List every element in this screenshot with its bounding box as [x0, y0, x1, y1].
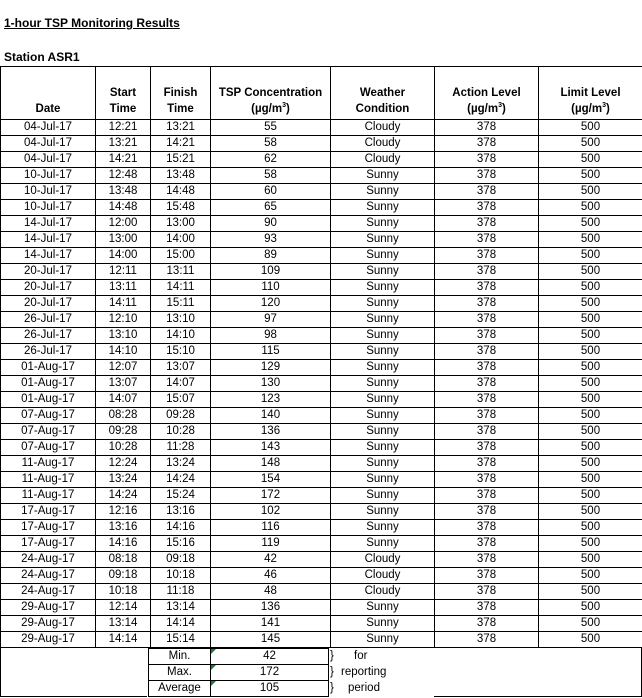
- cell-date: 11-Aug-17: [1, 456, 96, 472]
- cell-limit-level: 500: [539, 440, 642, 456]
- cell-action-level: 378: [435, 456, 539, 472]
- table-row: [1, 504, 642, 520]
- cell-action-level: 378: [435, 296, 539, 312]
- table-row: [1, 392, 642, 408]
- table-row: [1, 152, 642, 168]
- header-start-time: Start Time: [96, 67, 151, 120]
- cell-limit-level: 500: [539, 520, 642, 536]
- cell-finish-time: 15:11: [151, 296, 211, 312]
- cell-finish-time: 11:28: [151, 440, 211, 456]
- table-row: [1, 456, 642, 472]
- cell-finish-time: 15:24: [151, 488, 211, 504]
- cell-limit-level: 500: [539, 328, 642, 344]
- cell-tsp: 154: [211, 472, 331, 488]
- cell-date: 24-Aug-17: [1, 552, 96, 568]
- cell-finish-time: 14:10: [151, 328, 211, 344]
- cell-start-time: 09:18: [96, 568, 151, 584]
- cell-finish-time: 13:21: [151, 120, 211, 136]
- cell-tsp: 136: [211, 600, 331, 616]
- cell-finish-time: 13:07: [151, 360, 211, 376]
- header-finish-time: Finish Time: [151, 67, 211, 120]
- cell-weather: Cloudy: [331, 568, 435, 584]
- cell-date: 04-Jul-17: [1, 120, 96, 136]
- cell-limit-level: 500: [539, 424, 642, 440]
- summary-table: [148, 648, 329, 697]
- cell-action-level: 378: [435, 408, 539, 424]
- table-row: [1, 232, 642, 248]
- cell-action-level: 378: [435, 568, 539, 584]
- cell-tsp: 115: [211, 344, 331, 360]
- table-row: [1, 376, 642, 392]
- cell-weather: Sunny: [331, 632, 435, 648]
- cell-start-time: 10:28: [96, 440, 151, 456]
- cell-tsp: 116: [211, 520, 331, 536]
- cell-weather: Sunny: [331, 472, 435, 488]
- cell-weather: Sunny: [331, 616, 435, 632]
- cell-tsp: 143: [211, 440, 331, 456]
- cell-date: 07-Aug-17: [1, 424, 96, 440]
- min-label: Min.: [149, 649, 211, 665]
- cell-action-level: 378: [435, 152, 539, 168]
- cell-action-level: 378: [435, 168, 539, 184]
- cell-finish-time: 15:00: [151, 248, 211, 264]
- cell-limit-level: 500: [539, 568, 642, 584]
- cell-start-time: 12:16: [96, 504, 151, 520]
- cell-finish-time: 14:21: [151, 136, 211, 152]
- average-label: Average: [149, 681, 211, 697]
- cell-date: 14-Jul-17: [1, 216, 96, 232]
- cell-weather: Cloudy: [331, 584, 435, 600]
- cell-limit-level: 500: [539, 248, 642, 264]
- cell-date: 04-Jul-17: [1, 136, 96, 152]
- cell-start-time: 08:28: [96, 408, 151, 424]
- cell-weather: Sunny: [331, 232, 435, 248]
- cell-tsp: 90: [211, 216, 331, 232]
- cell-finish-time: 14:24: [151, 472, 211, 488]
- table-header-row: [1, 67, 642, 120]
- cell-finish-time: 14:00: [151, 232, 211, 248]
- cell-tsp: 42: [211, 552, 331, 568]
- cell-limit-level: 500: [539, 456, 642, 472]
- cell-date: 01-Aug-17: [1, 392, 96, 408]
- cell-action-level: 378: [435, 552, 539, 568]
- table-row: [1, 616, 642, 632]
- cell-limit-level: 500: [539, 392, 642, 408]
- table-row: [1, 584, 642, 600]
- table-row: [1, 216, 642, 232]
- cell-action-level: 378: [435, 232, 539, 248]
- table-row: [1, 472, 642, 488]
- cell-date: 10-Jul-17: [1, 200, 96, 216]
- cell-tsp: 65: [211, 200, 331, 216]
- cell-limit-level: 500: [539, 264, 642, 280]
- cell-limit-level: 500: [539, 152, 642, 168]
- note-for: for: [354, 650, 368, 662]
- cell-tsp: 58: [211, 136, 331, 152]
- tsp-results-table: [0, 66, 642, 648]
- cell-action-level: 378: [435, 328, 539, 344]
- cell-date: 07-Aug-17: [1, 440, 96, 456]
- table-row: [1, 520, 642, 536]
- cell-finish-time: 14:07: [151, 376, 211, 392]
- table-row: [1, 200, 642, 216]
- table-row: [1, 120, 642, 136]
- cell-limit-level: 500: [539, 376, 642, 392]
- cell-limit-level: 500: [539, 296, 642, 312]
- cell-date: 04-Jul-17: [1, 152, 96, 168]
- cell-date: 11-Aug-17: [1, 472, 96, 488]
- cell-tsp: 145: [211, 632, 331, 648]
- cell-weather: Sunny: [331, 264, 435, 280]
- cell-tsp: 129: [211, 360, 331, 376]
- table-row: [1, 168, 642, 184]
- cell-weather: Sunny: [331, 440, 435, 456]
- cell-start-time: 09:28: [96, 424, 151, 440]
- table-row: [1, 360, 642, 376]
- cell-limit-level: 500: [539, 600, 642, 616]
- cell-weather: Sunny: [331, 600, 435, 616]
- cell-date: 24-Aug-17: [1, 584, 96, 600]
- cell-tsp: 55: [211, 120, 331, 136]
- cell-finish-time: 15:10: [151, 344, 211, 360]
- table-row: [1, 424, 642, 440]
- cell-finish-time: 11:18: [151, 584, 211, 600]
- cell-start-time: 13:24: [96, 472, 151, 488]
- table-row: [1, 312, 642, 328]
- cell-action-level: 378: [435, 536, 539, 552]
- cell-date: 26-Jul-17: [1, 344, 96, 360]
- summary-average-row: [149, 681, 329, 697]
- cell-date: 14-Jul-17: [1, 248, 96, 264]
- cell-action-level: 378: [435, 520, 539, 536]
- cell-weather: Sunny: [331, 248, 435, 264]
- cell-tsp: 46: [211, 568, 331, 584]
- cell-finish-time: 10:28: [151, 424, 211, 440]
- cell-action-level: 378: [435, 344, 539, 360]
- cell-tsp: 97: [211, 312, 331, 328]
- cell-date: 24-Aug-17: [1, 568, 96, 584]
- cell-weather: Sunny: [331, 504, 435, 520]
- cell-weather: Sunny: [331, 376, 435, 392]
- cell-start-time: 14:21: [96, 152, 151, 168]
- cell-start-time: 12:07: [96, 360, 151, 376]
- cell-finish-time: 15:14: [151, 632, 211, 648]
- cell-limit-level: 500: [539, 280, 642, 296]
- cell-tsp: 130: [211, 376, 331, 392]
- cell-date: 01-Aug-17: [1, 360, 96, 376]
- cell-tsp: 172: [211, 488, 331, 504]
- cell-date: 11-Aug-17: [1, 488, 96, 504]
- cell-date: 17-Aug-17: [1, 536, 96, 552]
- cell-action-level: 378: [435, 216, 539, 232]
- cell-finish-time: 10:18: [151, 568, 211, 584]
- cell-tsp: 89: [211, 248, 331, 264]
- cell-start-time: 13:00: [96, 232, 151, 248]
- cell-action-level: 378: [435, 248, 539, 264]
- cell-tsp: 148: [211, 456, 331, 472]
- cell-date: 20-Jul-17: [1, 296, 96, 312]
- cell-finish-time: 13:48: [151, 168, 211, 184]
- cell-limit-level: 500: [539, 488, 642, 504]
- cell-weather: Sunny: [331, 168, 435, 184]
- table-row: [1, 264, 642, 280]
- cell-limit-level: 500: [539, 232, 642, 248]
- cell-finish-time: 13:10: [151, 312, 211, 328]
- cell-tsp: 98: [211, 328, 331, 344]
- cell-weather: Sunny: [331, 296, 435, 312]
- table-row: [1, 248, 642, 264]
- cell-date: 29-Aug-17: [1, 616, 96, 632]
- brace-bottom: }: [330, 682, 334, 694]
- table-row: [1, 136, 642, 152]
- cell-date: 29-Aug-17: [1, 600, 96, 616]
- header-weather-condition: Weather Condition: [331, 67, 435, 120]
- cell-limit-level: 500: [539, 184, 642, 200]
- cell-action-level: 378: [435, 472, 539, 488]
- cell-limit-level: 500: [539, 472, 642, 488]
- cell-start-time: 13:16: [96, 520, 151, 536]
- cell-action-level: 378: [435, 136, 539, 152]
- cell-date: 14-Jul-17: [1, 232, 96, 248]
- cell-start-time: 13:14: [96, 616, 151, 632]
- cell-date: 29-Aug-17: [1, 632, 96, 648]
- cell-finish-time: 14:11: [151, 280, 211, 296]
- cell-start-time: 14:14: [96, 632, 151, 648]
- header-date: Date: [1, 67, 96, 120]
- cell-limit-level: 500: [539, 168, 642, 184]
- summary-min-row: [149, 649, 329, 665]
- cell-weather: Cloudy: [331, 152, 435, 168]
- cell-action-level: 378: [435, 200, 539, 216]
- cell-weather: Sunny: [331, 328, 435, 344]
- table-row: [1, 408, 642, 424]
- table-row: [1, 344, 642, 360]
- cell-limit-level: 500: [539, 216, 642, 232]
- cell-tsp: 119: [211, 536, 331, 552]
- table-row: [1, 440, 642, 456]
- cell-tsp: 110: [211, 280, 331, 296]
- cell-action-level: 378: [435, 376, 539, 392]
- cell-start-time: 12:14: [96, 600, 151, 616]
- cell-weather: Sunny: [331, 520, 435, 536]
- cell-start-time: 13:07: [96, 376, 151, 392]
- cell-action-level: 378: [435, 584, 539, 600]
- header-limit-level: Limit Level $(\mu g/m^3)$: [539, 67, 642, 120]
- table-row: [1, 536, 642, 552]
- cell-weather: Sunny: [331, 280, 435, 296]
- cell-tsp: 62: [211, 152, 331, 168]
- cell-start-time: 13:48: [96, 184, 151, 200]
- summary-right-frame: [434, 647, 642, 697]
- min-value: 42: [211, 649, 329, 665]
- cell-action-level: 378: [435, 440, 539, 456]
- table-row: [1, 184, 642, 200]
- cell-action-level: 378: [435, 280, 539, 296]
- brace-top: }: [330, 650, 334, 662]
- cell-finish-time: 14:14: [151, 616, 211, 632]
- cell-action-level: 378: [435, 312, 539, 328]
- table-row: [1, 280, 642, 296]
- cell-action-level: 378: [435, 424, 539, 440]
- cell-weather: Sunny: [331, 200, 435, 216]
- cell-tsp: 140: [211, 408, 331, 424]
- cell-start-time: 13:10: [96, 328, 151, 344]
- cell-action-level: 378: [435, 504, 539, 520]
- average-value: 105: [211, 681, 329, 697]
- cell-date: 07-Aug-17: [1, 408, 96, 424]
- cell-action-level: 378: [435, 616, 539, 632]
- cell-limit-level: 500: [539, 536, 642, 552]
- cell-weather: Cloudy: [331, 552, 435, 568]
- cell-limit-level: 500: [539, 120, 642, 136]
- cell-date: 26-Jul-17: [1, 312, 96, 328]
- cell-tsp: 109: [211, 264, 331, 280]
- cell-weather: Sunny: [331, 392, 435, 408]
- cell-limit-level: 500: [539, 408, 642, 424]
- max-label: Max.: [149, 665, 211, 681]
- cell-start-time: 12:10: [96, 312, 151, 328]
- cell-action-level: 378: [435, 392, 539, 408]
- cell-tsp: 58: [211, 168, 331, 184]
- cell-limit-level: 500: [539, 504, 642, 520]
- header-action-level: Action Level $(\mu g/m^3)$: [435, 67, 539, 120]
- cell-weather: Cloudy: [331, 136, 435, 152]
- cell-weather: Sunny: [331, 424, 435, 440]
- table-row: [1, 552, 642, 568]
- cell-date: 17-Aug-17: [1, 504, 96, 520]
- cell-limit-level: 500: [539, 552, 642, 568]
- cell-finish-time: 09:18: [151, 552, 211, 568]
- cell-start-time: 12:21: [96, 120, 151, 136]
- cell-action-level: 378: [435, 184, 539, 200]
- cell-weather: Sunny: [331, 184, 435, 200]
- cell-weather: Sunny: [331, 360, 435, 376]
- cell-limit-level: 500: [539, 616, 642, 632]
- cell-date: 20-Jul-17: [1, 264, 96, 280]
- station-label: Station ASR1: [4, 50, 80, 64]
- cell-tsp: 102: [211, 504, 331, 520]
- cell-start-time: 12:24: [96, 456, 151, 472]
- cell-weather: Sunny: [331, 536, 435, 552]
- cell-start-time: 14:24: [96, 488, 151, 504]
- cell-start-time: 14:11: [96, 296, 151, 312]
- cell-start-time: 14:48: [96, 200, 151, 216]
- note-period: period: [348, 682, 380, 694]
- summary-left-frame: [0, 647, 147, 697]
- cell-limit-level: 500: [539, 312, 642, 328]
- cell-tsp: 48: [211, 584, 331, 600]
- table-row: [1, 600, 642, 616]
- cell-weather: Cloudy: [331, 120, 435, 136]
- cell-action-level: 378: [435, 632, 539, 648]
- cell-weather: Sunny: [331, 408, 435, 424]
- cell-limit-level: 500: [539, 200, 642, 216]
- cell-start-time: 13:11: [96, 280, 151, 296]
- cell-finish-time: 14:16: [151, 520, 211, 536]
- cell-date: 10-Jul-17: [1, 168, 96, 184]
- cell-start-time: 08:18: [96, 552, 151, 568]
- cell-start-time: 14:10: [96, 344, 151, 360]
- cell-tsp: 60: [211, 184, 331, 200]
- table-row: [1, 296, 642, 312]
- cell-date: 01-Aug-17: [1, 376, 96, 392]
- cell-finish-time: 13:16: [151, 504, 211, 520]
- cell-action-level: 378: [435, 120, 539, 136]
- cell-limit-level: 500: [539, 136, 642, 152]
- cell-finish-time: 15:48: [151, 200, 211, 216]
- summary-max-row: [149, 665, 329, 681]
- cell-limit-level: 500: [539, 344, 642, 360]
- cell-tsp: 141: [211, 616, 331, 632]
- cell-date: 20-Jul-17: [1, 280, 96, 296]
- cell-finish-time: 09:28: [151, 408, 211, 424]
- cell-start-time: 12:11: [96, 264, 151, 280]
- table-row: [1, 568, 642, 584]
- cell-tsp: 123: [211, 392, 331, 408]
- cell-tsp: 120: [211, 296, 331, 312]
- cell-tsp: 93: [211, 232, 331, 248]
- brace-middle: }: [330, 666, 334, 678]
- table-row: [1, 328, 642, 344]
- cell-action-level: 378: [435, 488, 539, 504]
- cell-weather: Sunny: [331, 456, 435, 472]
- cell-finish-time: 14:48: [151, 184, 211, 200]
- cell-start-time: 14:07: [96, 392, 151, 408]
- cell-start-time: 10:18: [96, 584, 151, 600]
- cell-action-level: 378: [435, 600, 539, 616]
- cell-weather: Sunny: [331, 344, 435, 360]
- cell-start-time: 14:16: [96, 536, 151, 552]
- cell-finish-time: 15:21: [151, 152, 211, 168]
- cell-finish-time: 13:24: [151, 456, 211, 472]
- table-row: [1, 632, 642, 648]
- cell-weather: Sunny: [331, 312, 435, 328]
- cell-finish-time: 15:16: [151, 536, 211, 552]
- cell-finish-time: 13:00: [151, 216, 211, 232]
- max-value: 172: [211, 665, 329, 681]
- note-reporting: reporting: [341, 666, 387, 678]
- header-tsp-concentration: TSP Concentration $(\mu g/m^3)$: [211, 67, 331, 120]
- cell-finish-time: 13:14: [151, 600, 211, 616]
- cell-tsp: 136: [211, 424, 331, 440]
- cell-date: 26-Jul-17: [1, 328, 96, 344]
- report-title: 1-hour TSP Monitoring Results: [4, 16, 180, 30]
- cell-start-time: 14:00: [96, 248, 151, 264]
- cell-finish-time: 13:11: [151, 264, 211, 280]
- cell-limit-level: 500: [539, 632, 642, 648]
- table-row: [1, 488, 642, 504]
- cell-action-level: 378: [435, 360, 539, 376]
- cell-start-time: 13:21: [96, 136, 151, 152]
- cell-start-time: 12:48: [96, 168, 151, 184]
- cell-weather: Sunny: [331, 488, 435, 504]
- cell-finish-time: 15:07: [151, 392, 211, 408]
- cell-action-level: 378: [435, 264, 539, 280]
- cell-start-time: 12:00: [96, 216, 151, 232]
- cell-date: 17-Aug-17: [1, 520, 96, 536]
- cell-weather: Sunny: [331, 216, 435, 232]
- cell-limit-level: 500: [539, 360, 642, 376]
- cell-limit-level: 500: [539, 584, 642, 600]
- cell-date: 10-Jul-17: [1, 184, 96, 200]
